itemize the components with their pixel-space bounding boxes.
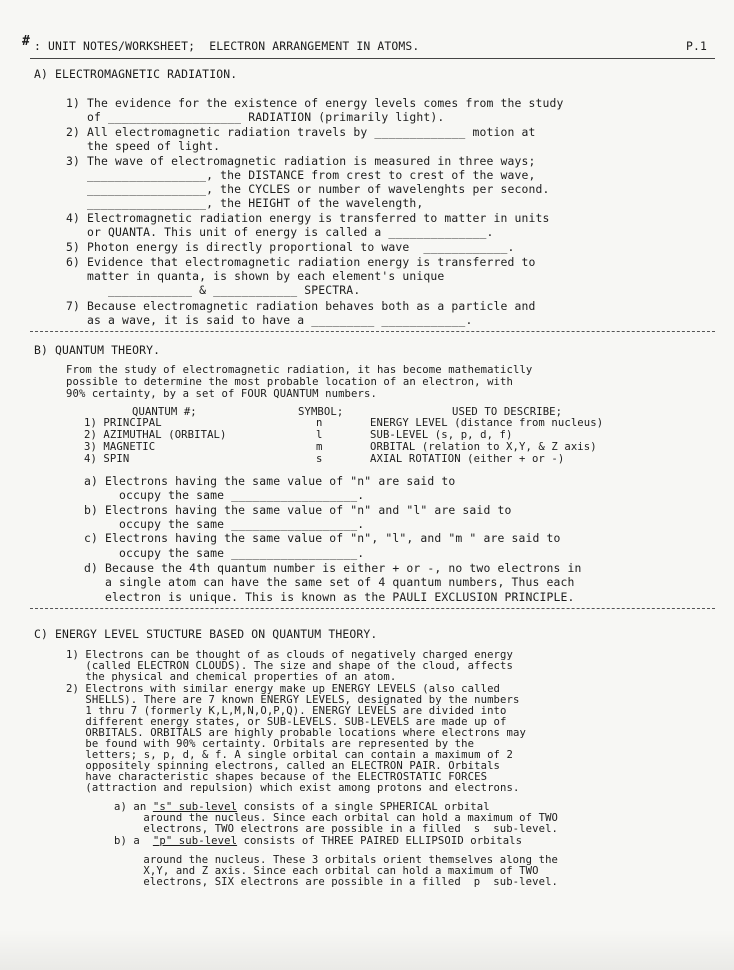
section-b-item: a single atom can have the same set of 4 quantum numbers, Thus each <box>84 575 575 589</box>
table-cell-symbol: m <box>316 441 323 453</box>
section-c-heading: C) ENERGY LEVEL STUCTURE BASED ON QUANTUM THEORY. <box>34 627 378 641</box>
section-b-intro-line: From the study of electromagnetic radiation, it has become mathematiclly <box>66 364 533 376</box>
sub-level-s-line: electrons, TWO electrons are possible in a filled s sub-level. <box>124 823 559 835</box>
handwritten-number-mark: # <box>22 34 30 49</box>
table-cell-quantum: 2) AZIMUTHAL (ORBITAL) <box>84 429 227 441</box>
section-c-para2-line: be found with 90% certainty. Orbitals are represented by the <box>66 738 475 750</box>
section-b-item: occupy the same __________________. <box>84 546 365 560</box>
section-a-line: 3) The wave of electromagnetic radiation is measured in three ways; <box>66 154 536 168</box>
sub-level-p-intro: b) a "p" sub-level consists of THREE PAIRED ELLIPSOID orbitals <box>114 835 523 847</box>
section-c-para2-line: ORBITALS. ORBITALS are highly probable locations where electrons may <box>66 727 526 739</box>
table-header-describe: USED TO DESCRIBE; <box>452 406 563 418</box>
table-cell-describe: ENERGY LEVEL (distance from nucleus) <box>370 417 604 429</box>
header-divider <box>30 58 715 59</box>
sub-level-p-line: electrons, SIX electrons are possible in a filled p sub-level. <box>124 876 559 888</box>
section-c-para1-line: 1) Electrons can be thought of as clouds of negatively charged energy <box>66 649 513 661</box>
section-c-para1-line: the physical and chemical properties of an atom. <box>66 671 397 683</box>
page-number: P.1 <box>686 39 708 53</box>
section-b-intro-line: possible to determine the most probable location of an electron, with <box>66 376 513 388</box>
page-title: : UNIT NOTES/WORKSHEET; ELECTRON ARRANGEMENT IN ATOMS. <box>34 39 420 53</box>
section-c-para2-line: (attraction and repulsion) which exist among protons and electrons. <box>66 782 520 794</box>
sub-level-s-line: around the nucleus. Since each orbital can hold a maximum of TWO <box>124 812 559 824</box>
section-c-para2-line: 2) Electrons with similar energy make up ENERGY LEVELS (also called <box>66 683 501 695</box>
table-cell-describe: SUB-LEVEL (s, p, d, f) <box>370 429 513 441</box>
section-a-line: matter in quanta, is shown by each element's unique <box>66 269 445 283</box>
table-cell-quantum: 4) SPIN <box>84 453 130 465</box>
section-a-line: 6) Evidence that electromagnetic radiation energy is transferred to <box>66 255 536 269</box>
section-a-line: of ___________________ RADIATION (primarily light). <box>66 110 445 124</box>
section-a-line: 4) Electromagnetic radiation energy is transferred to matter in units <box>66 211 550 225</box>
section-c-para2-line: letters; s, p, d, & f. A single orbital can contain a maximum of 2 <box>66 749 513 761</box>
section-a-line: _________________, the HEIGHT of the wavelength, <box>66 196 424 210</box>
section-a-line: ____________ & ____________ SPECTRA. <box>66 283 361 297</box>
section-b-item: a) Electrons having the same value of "n" are said to <box>84 474 456 488</box>
section-a-line: _________________, the DISTANCE from crest to crest of the wave, <box>66 168 536 182</box>
sub-level-s-intro: a) an "s" sub-level consists of a single SPHERICAL orbital <box>114 801 490 813</box>
sub-level-p-line: around the nucleus. These 3 orbitals orient themselves along the <box>124 854 559 866</box>
section-b-item: electron is unique. This is known as the PAULI EXCLUSION PRINCIPLE. <box>84 590 575 604</box>
section-c-para2-line: have characteristic shapes because of the ELECTROSTATIC FORCES <box>66 771 488 783</box>
section-a-line: 2) All electromagnetic radiation travels by _____________ motion at <box>66 125 536 139</box>
table-cell-quantum: 3) MAGNETIC <box>84 441 156 453</box>
section-a-heading: A) ELECTROMAGNETIC RADIATION. <box>34 67 238 81</box>
section-c-para2-line: different energy states, or SUB-LEVELS. SUB-LEVELS are made up of <box>66 716 507 728</box>
table-cell-describe: AXIAL ROTATION (either + or -) <box>370 453 565 465</box>
section-c-para1-line: (called ELECTRON CLOUDS). The size and shape of the cloud, affects <box>66 660 513 672</box>
section-a-line: the speed of light. <box>66 139 221 153</box>
section-c-para2-line: SHELLS). There are 7 known ENERGY LEVELS, designated by the numbers <box>66 694 520 706</box>
sub-level-p-line: X,Y, and Z axis. Since each orbital can hold a maximum of TWO <box>124 865 539 877</box>
section-b-item: c) Electrons having the same value of "n", "l", and "m " are said to <box>84 531 561 545</box>
section-b-item: b) Electrons having the same value of "n" and "l" are said to <box>84 503 512 517</box>
sub-level-s-term: "s" sub-level <box>152 801 238 813</box>
section-b-intro-line: 90% certainty, by a set of FOUR QUANTUM numbers. <box>66 388 377 400</box>
section-a-line: _________________, the CYCLES or number of wavelenghts per second. <box>66 182 550 196</box>
section-b-item: d) Because the 4th quantum number is either + or -, no two electrons in <box>84 561 582 575</box>
section-a-line: or QUANTA. This unit of energy is called a ______________. <box>66 225 494 239</box>
section-a-line: as a wave, it is said to have a _________ ____________. <box>66 313 473 327</box>
table-cell-symbol: l <box>316 429 323 441</box>
section-c-para2-line: oppositely spinning electrons, called an ELECTRON PAIR. Orbitals <box>66 760 501 772</box>
table-header-quantum: QUANTUM #; <box>132 406 197 418</box>
scan-shading <box>0 930 734 970</box>
table-cell-symbol: s <box>316 453 323 465</box>
section-a-line: 5) Photon energy is directly proportional to wave ____________. <box>66 240 515 254</box>
section-divider <box>30 608 715 609</box>
section-divider <box>30 331 715 332</box>
table-header-symbol: SYMBOL; <box>298 406 344 418</box>
section-a-line: 7) Because electromagnetic radiation behaves both as a particle and <box>66 299 536 313</box>
table-cell-quantum: 1) PRINCIPAL <box>84 417 162 429</box>
sub-level-p-term: "p" sub-level <box>152 835 238 847</box>
table-cell-symbol: n <box>316 417 323 429</box>
section-b-item: occupy the same __________________. <box>84 517 365 531</box>
section-b-item: occupy the same __________________. <box>84 488 365 502</box>
section-c-para2-line: 1 thru 7 (formerly K,L,M,N,O,P,Q). ENERGY LEVELS are divided into <box>66 705 507 717</box>
table-cell-describe: ORBITAL (relation to X,Y, & Z axis) <box>370 441 597 453</box>
section-b-heading: B) QUANTUM THEORY. <box>34 343 161 357</box>
section-a-line: 1) The evidence for the existence of energy levels comes from the study <box>66 96 564 110</box>
